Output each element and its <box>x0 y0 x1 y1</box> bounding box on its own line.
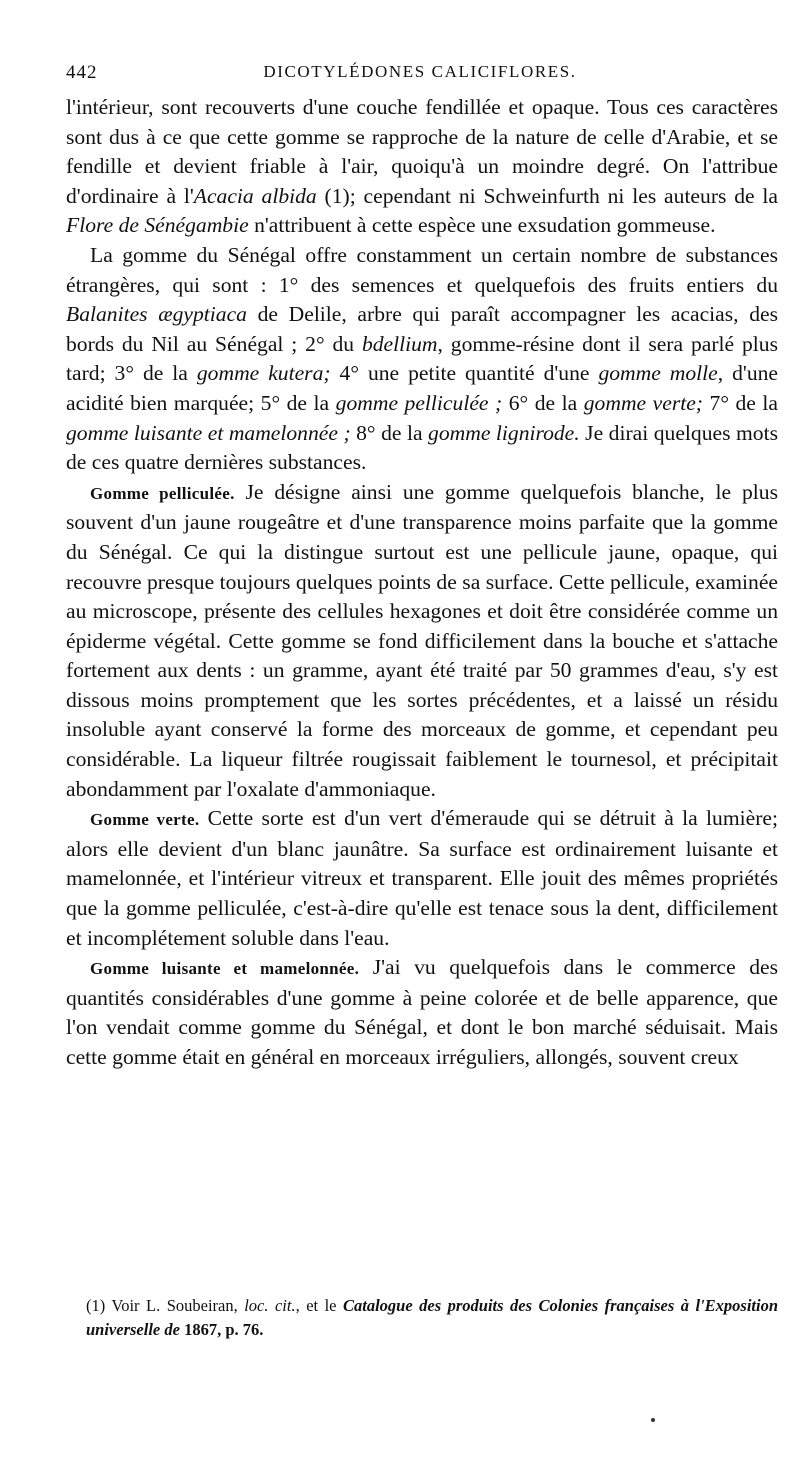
footnote <box>86 1294 778 1342</box>
text-span: 6° de la <box>502 390 584 415</box>
text-span: n'attribuent à cette espèce une exsudation gommeuse. <box>248 213 716 238</box>
italic-term: gomme molle <box>598 361 718 386</box>
text-span: 1867, p. 76. <box>179 1320 264 1339</box>
page-number: 442 <box>66 62 98 83</box>
body-text <box>66 93 778 1073</box>
text-span: La gomme du Sénégal offre constamment un certain nombre de substances étrangères, qui sont : 1° des semences et quelquefois des fruits entiers du <box>66 242 778 297</box>
paragraph-gomme-pelliculee <box>66 478 778 805</box>
ink-speck <box>651 1418 655 1422</box>
footnote-text <box>86 1294 778 1342</box>
paragraph-gomme-luisante <box>66 953 778 1072</box>
section-heading: Gomme pelliculée. <box>90 483 235 503</box>
italic-term: loc. cit. <box>244 1296 296 1315</box>
italic-term: gomme lignirode. <box>428 420 580 445</box>
page-header <box>60 62 780 88</box>
text-span: Cette sorte est d'un vert d'émeraude qui se détruit à la lumière; alors elle devient d'un blanc jaunâtre. Sa surface est ordinairement luisante et mamelonnée, et l'intérieur vitreux et transparent. Elle jouit des mêmes propriétés que la gomme pelliculée, c'est-à-dire qu'elle est tenace sous la dent, difficilement et incomplétement soluble dans l'eau. <box>66 806 778 950</box>
text-span: Je désigne ainsi une gomme quelquefois blanche, le plus souvent d'un jaune rougeâtre et d'une transparence moins parfaite que la gomme du Sénégal. Ce qui la distingue surtout est une pellicule jaune, opaque, qui recouvre presque toujours quelques points de sa surface. Cette pellicule, examinée au microscope, présente des cellules hexagones et doit être considérée comme un épiderme végétal. Cette gomme se fond difficilement dans la bouche et s'attache fortement aux dents : un gramme, ayant été traité par 50 grammes d'eau, s'y est dissous moins promptement que les sortes précédentes, et a laissé un résidu insoluble ayant conservé la forme des morceaux de gomme, et cependant peu considérable. La liqueur filtrée rougissait faiblement le tournesol, et précipitait abondamment par l'oxalate d'ammoniaque. <box>66 479 778 801</box>
text-span: Je dirai quelques mots de ces quatre dernières substances. <box>66 420 778 475</box>
paragraph-continuation <box>66 93 778 241</box>
text-span: 8° de la <box>350 420 429 445</box>
italic-title: Catalogue des produits des Colonies françaises à l'Exposition universelle de <box>86 1296 778 1339</box>
running-title: DICOTYLÉDONES CALICIFLORES. <box>263 62 577 81</box>
section-heading: Gomme luisante et mamelonnée. <box>90 959 360 979</box>
text-span: 4° une petite quantité d'une <box>330 361 599 386</box>
text-span: de Delile, arbre qui paraît accompagner les acacias, des bords du Nil au Sénégal ; 2° du <box>66 302 778 356</box>
text-span: (1) Voir L. Soubeiran, <box>86 1296 245 1315</box>
text-span: , et le <box>295 1296 343 1315</box>
italic-term: bdellium <box>361 331 438 356</box>
text-span: , gomme-résine dont il sera parlé plus tard; 3° de la <box>66 331 778 386</box>
text-span: l'intérieur, sont recouverts d'une couche fendillée et opaque. Tous ces caractères sont dus à ce que cette gomme se rapproche de la nature de celle d'Arabie, et se fendille et devient friable à l'air, quoiqu'à un moindre degré. On l'attribue d'ordinaire à l' <box>66 95 778 208</box>
text-span: J'ai vu quelquefois dans le commerce des quantités considérables d'une gomme à peine colorée et de belle apparence, que l'on vendait comme gomme du Sénégal, et dont le bon marché séduisait. Mais cette gomme était en général en morceaux irréguliers, allongés, souvent creux <box>66 955 779 1069</box>
italic-term: gomme pelliculée ; <box>335 390 503 415</box>
paragraph-substances <box>66 241 778 478</box>
italic-term: gomme verte; <box>583 390 703 415</box>
italic-term: Balanites ægyptiaca <box>66 302 247 327</box>
italic-term: gomme luisante et mamelonnée ; <box>66 420 351 445</box>
italic-title: Flore de Sénégambie <box>66 213 249 238</box>
text-span: (1); cependant ni Schweinfurth ni les auteurs de la <box>316 183 779 208</box>
italic-term: Acacia albida <box>193 183 317 208</box>
paragraph-gomme-verte <box>66 804 778 953</box>
text-span: , d'une acidité bien marquée; 5° de la <box>66 361 779 415</box>
text-span: 7° de la <box>703 390 778 415</box>
section-heading: Gomme verte. <box>90 810 200 830</box>
italic-term: gomme kutera; <box>196 361 331 386</box>
